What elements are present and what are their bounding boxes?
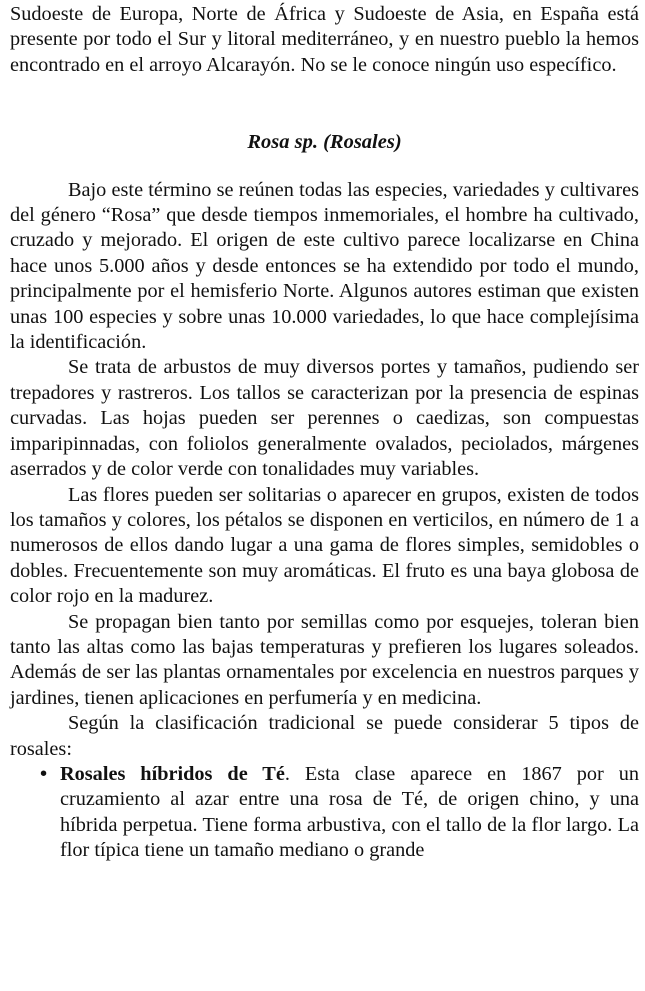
list-item [40,762,639,864]
body-paragraph-1: Bajo este término se reúnen todas las especies, variedades y cultivares del género “Rosa” que desde tiempos inmemoriales, el hombre ha cultivado, cruzado y mejorado. El origen de este cultivo parece localizarse en China hace unos 5.000 años y desde entonces se ha extendido por todo el mundo, principalmente por el hemisferio Norte. Algunos autores estiman que existen unas 100 especies y sobre unas 10.000 variedades, lo que hace complejísima la identificación. [10,178,639,354]
bullet-icon: • [40,762,48,785]
list-item-text: . Esta clase aparece en 1867 por un cruzamiento al azar entre una rosa de Té, de origen chino, y una híbrida perpetua. Tiene forma arbustiva, con el tallo de la flor largo. La flor típica tiene un tamaño mediano o grande [60,762,639,862]
body-paragraph-5: Según la clasificación tradicional se puede considerar 5 tipos de rosales: [10,712,639,760]
body-paragraph-2: Se trata de arbustos de muy diversos portes y tamaños, pudiendo ser trepadores y rastreros. Los tallos se caracterizan por la presencia de espinas curvadas. Las hojas pueden ser perennes o caedizas, son compuestas imparipinnadas, con foliolos generalmente ovalados, peciolados, márgenes aserrados y de color verde con tonalidades muy variables. [10,356,639,481]
section-title: Rosa sp. (Rosales) [247,131,402,154]
body-paragraph-3: Las flores pueden ser solitarias o aparecer en grupos, existen de todos los tamaños y colores, los pétalos se disponen en verticilos, en número de 1 a numerosos de ellos dando lugar a una gama de flores simples, semidobles o dobles. Frecuentemente son muy aromáticas. El fruto es una baya globosa de color rojo en la madurez. [10,483,639,608]
list-item-term: Rosales híbridos de Té [60,762,285,785]
intro-paragraph: Sudoeste de Europa, Norte de África y Sudoeste de Asia, en España está presente por todo el Sur y litoral mediterráneo, y en nuestro pueblo la hemos encontrado en el arroyo Alcarayón. No se le conoce ningún uso específico. [10,3,639,76]
rose-types-list [10,762,639,864]
document-page [10,2,639,864]
body-paragraph-4: Se propagan bien tanto por semillas como por esquejes, toleran bien tanto las altas como las bajas temperaturas y prefieren los lugares soleados. Además de ser las plantas ornamentales por excelencia en nuestros parques y jardines, tienen aplicaciones en perfumería y en medicina. [10,610,639,709]
